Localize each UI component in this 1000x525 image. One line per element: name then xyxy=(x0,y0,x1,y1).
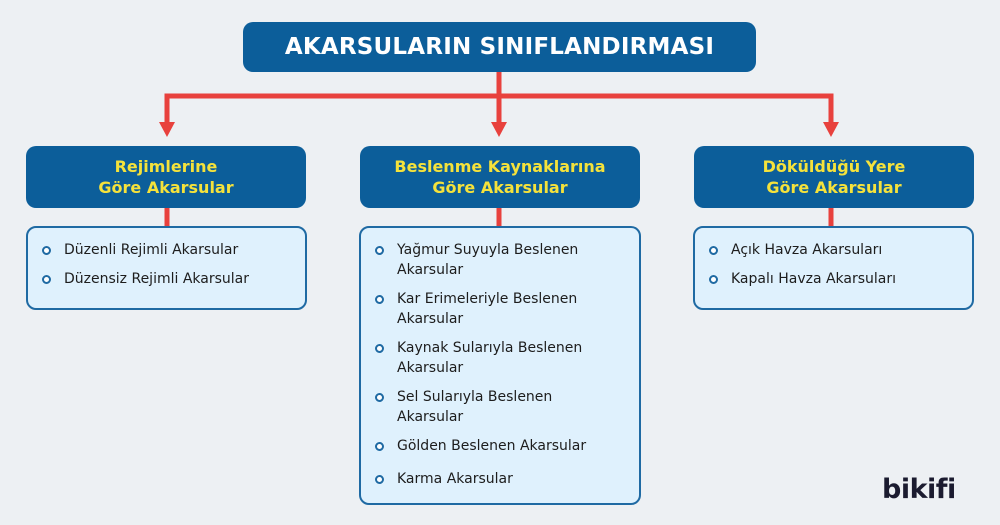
bullet-icon xyxy=(709,246,718,255)
bullet-icon xyxy=(375,295,384,304)
list-item-label: Yağmur Suyuyla Beslenen Akarsular xyxy=(397,242,579,278)
arrow-left xyxy=(159,122,175,137)
category-line: Göre Akarsular xyxy=(432,178,568,197)
bullet-icon xyxy=(42,275,51,284)
bullet-icon xyxy=(375,442,384,451)
list-item xyxy=(375,338,629,378)
list-item-label: Kaynak Sularıyla Beslenen Akarsular xyxy=(397,340,583,376)
bikifi-logo: bikifi xyxy=(882,474,956,505)
list-item-label: Açık Havza Akarsuları xyxy=(731,242,883,258)
list-item xyxy=(375,240,629,280)
list-item xyxy=(375,387,629,427)
category-line: Göre Akarsular xyxy=(766,178,902,197)
list-item-label: Düzenli Rejimli Akarsular xyxy=(64,242,239,258)
list-item xyxy=(709,240,962,260)
list-item xyxy=(709,269,962,289)
bullet-icon xyxy=(709,275,718,284)
arrow-center xyxy=(491,122,507,137)
arrow-right xyxy=(823,122,839,137)
category-line: Rejimlerine xyxy=(114,157,218,176)
category-box-regime xyxy=(26,146,306,208)
category-line: Döküldüğü Yere xyxy=(762,157,906,176)
diagram-title-box xyxy=(243,22,756,72)
bullet-icon xyxy=(42,246,51,255)
list-item-label: Kapalı Havza Akarsuları xyxy=(731,271,897,287)
list-item xyxy=(42,269,295,289)
bullet-icon xyxy=(375,246,384,255)
list-item xyxy=(375,436,629,456)
list-item xyxy=(375,469,629,489)
category-line: Beslenme Kaynaklarına xyxy=(394,157,606,176)
list-item xyxy=(42,240,295,260)
category-box-outlet xyxy=(694,146,974,208)
list-item-label: Kar Erimeleriyle Beslenen Akarsular xyxy=(397,291,578,327)
list-box-regime xyxy=(26,226,307,310)
category-box-source xyxy=(360,146,640,208)
bullet-icon xyxy=(375,393,384,402)
list-item xyxy=(375,289,629,329)
list-box-source xyxy=(359,226,641,505)
list-box-outlet xyxy=(693,226,974,310)
list-item-label: Karma Akarsular xyxy=(397,471,513,487)
list-item-label: Sel Sularıyla Beslenen Akarsular xyxy=(397,389,553,425)
diagram-title: AKARSULARIN SINIFLANDIRMASI xyxy=(284,34,715,60)
bullet-icon xyxy=(375,475,384,484)
list-item-label: Düzensiz Rejimli Akarsular xyxy=(64,271,249,287)
bullet-icon xyxy=(375,344,384,353)
category-line: Göre Akarsular xyxy=(98,178,234,197)
list-item-label: Gölden Beslenen Akarsular xyxy=(397,438,587,454)
